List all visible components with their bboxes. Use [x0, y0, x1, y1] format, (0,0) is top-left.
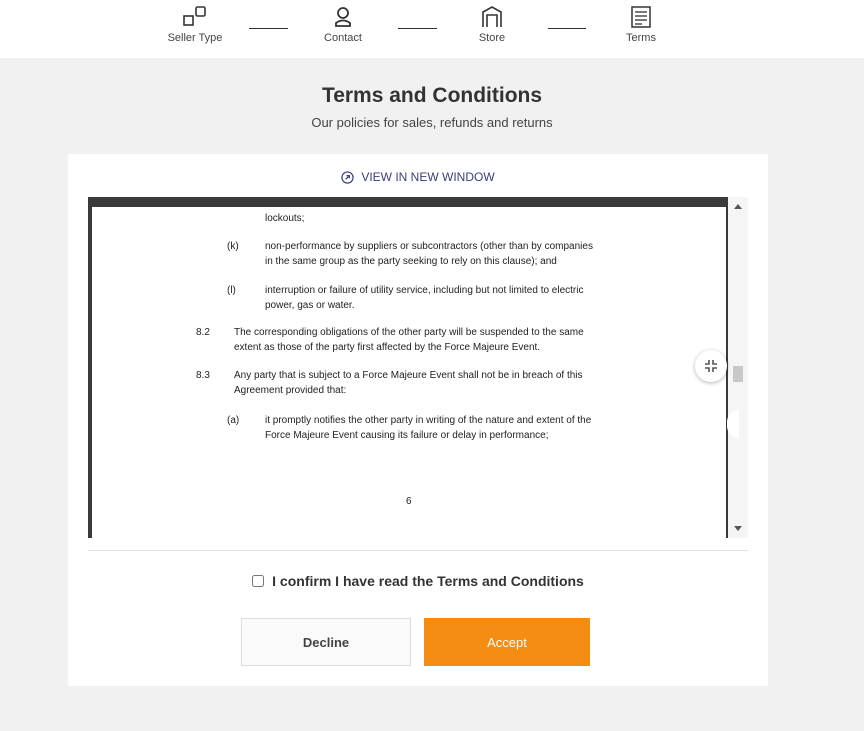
doc-clause-number: (k) — [227, 241, 239, 252]
person-icon — [330, 4, 356, 30]
step-label: Store — [478, 32, 506, 44]
doc-line: it promptly notifies the other party in writing of the nature and extent of the — [265, 415, 592, 426]
step-seller-type[interactable] — [150, 4, 240, 44]
external-link-icon — [341, 171, 354, 184]
doc-line: Any party that is subject to a Force Majeure Event shall not be in breach of this — [234, 370, 583, 381]
viewer-scrollbar[interactable] — [728, 197, 748, 538]
step-connector — [398, 28, 437, 29]
document-viewer[interactable] — [88, 197, 748, 538]
accept-button[interactable]: Accept — [424, 618, 590, 666]
terms-card — [68, 154, 768, 686]
exit-fullscreen-button[interactable] — [695, 350, 727, 382]
squares-icon — [182, 4, 208, 30]
confirm-label[interactable]: I confirm I have read the Terms and Conditions — [272, 573, 584, 589]
confirm-row — [68, 573, 768, 589]
doc-clause-number: (a) — [227, 415, 240, 426]
document-icon — [628, 4, 654, 30]
doc-line: Force Majeure Event causing its failure or delay in performance; — [265, 430, 549, 441]
view-in-new-window-link[interactable] — [68, 170, 768, 184]
page-title: Terms and Conditions — [321, 84, 543, 107]
progress-stepper — [0, 0, 864, 58]
step-connector — [548, 28, 586, 29]
doc-line: interruption or failure of utility service, including but not limited to electric — [265, 285, 584, 296]
doc-line: power, gas or water. — [265, 300, 355, 311]
doc-section-number: 8.3 — [196, 370, 210, 381]
doc-clause-number: (l) — [227, 285, 236, 296]
view-link-label: VIEW IN NEW WINDOW — [361, 170, 495, 184]
doc-line: extent as those of the party first affected by the Force Majeure Event. — [234, 342, 541, 353]
decline-button[interactable]: Decline — [241, 618, 411, 666]
step-connector — [249, 28, 288, 29]
confirm-checkbox[interactable] — [252, 575, 264, 587]
step-label: Contact — [324, 32, 362, 44]
scroll-up-icon[interactable] — [734, 204, 742, 209]
doc-page-number: 6 — [406, 496, 412, 507]
divider — [88, 550, 748, 551]
page-subtitle: Our policies for sales, refunds and returns — [311, 115, 553, 130]
doc-section-number: 8.2 — [196, 327, 210, 338]
step-terms[interactable] — [596, 4, 686, 44]
step-label: Terms — [626, 32, 656, 44]
doc-line: in the same group as the party seeking to rely on this clause); and — [265, 256, 557, 267]
step-label: Seller Type — [167, 32, 223, 44]
doc-line: The corresponding obligations of the other party will be suspended to the same — [234, 327, 584, 338]
store-icon — [479, 4, 505, 30]
scroll-thumb[interactable] — [733, 366, 743, 382]
doc-line: non-performance by suppliers or subcontractors (other than by companies — [265, 241, 593, 252]
document-page — [92, 207, 726, 538]
collapse-icon — [704, 359, 718, 373]
step-contact[interactable] — [298, 4, 388, 44]
doc-line: Agreement provided that: — [234, 385, 347, 396]
step-store[interactable] — [447, 4, 537, 44]
scroll-down-icon[interactable] — [734, 526, 742, 531]
doc-line: lockouts; — [265, 213, 305, 224]
